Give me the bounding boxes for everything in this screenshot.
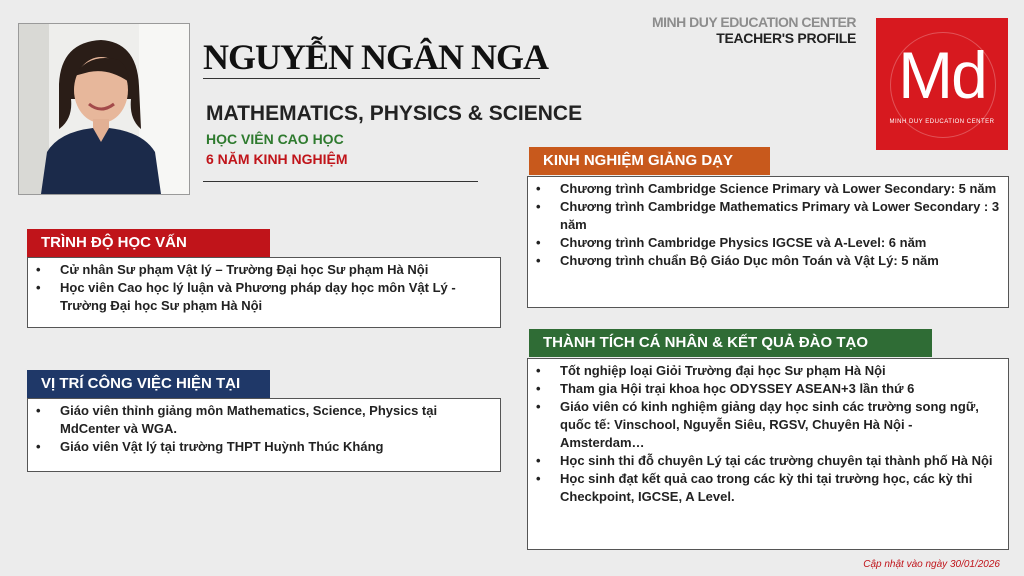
teaching-experience-header: KINH NGHIỆM GIẢNG DẠY [529, 147, 770, 175]
teaching-experience-box [527, 176, 1009, 308]
list-item: • Chương trình Cambridge Science Primary và Lower Secondary: 5 năm [536, 181, 997, 196]
logo-mark: Md [898, 38, 986, 112]
education-item-text: Học viên Cao học lý luận và Phương pháp dạy học môn Vật Lý - Trường Đại học Sư phạm Hà Nội [60, 280, 456, 313]
list-item: • Học sinh đạt kết quả cao trong các kỳ thi tại trường học, các kỳ thi Checkpoint, IGCSE, A Level. [536, 471, 973, 504]
list-item: • Giáo viên Vật lý tại trường THPT Huỳnh Thúc Kháng [36, 439, 384, 454]
list-item: • Chương trình chuẩn Bộ Giáo Dục môn Toán và Vật Lý: 5 năm [536, 253, 939, 268]
list-item: • Cử nhân Sư phạm Vật lý – Trường Đại học Sư phạm Hà Nội [36, 262, 429, 277]
education-list [34, 261, 492, 315]
list-item: • Chương trình Cambridge Physics IGCSE và A-Level: 6 năm [536, 235, 927, 250]
teacher-photo [18, 23, 190, 195]
last-updated-note: Cập nhật vào ngày 30/01/2026 [863, 559, 1000, 570]
name-underline [203, 78, 540, 79]
center-name: MINH DUY EDUCATION CENTER [652, 14, 856, 30]
education-header: TRÌNH ĐỘ HỌC VẤN [27, 229, 270, 257]
position-item-text: Giáo viên thỉnh giảng môn Mathematics, Science, Physics tại MdCenter và WGA. [60, 403, 438, 436]
position-list [34, 402, 492, 456]
achievements-header: THÀNH TÍCH CÁ NHÂN & KẾT QUẢ ĐÀO TẠO [529, 329, 932, 357]
achievement-item-text: Giáo viên có kinh nghiệm giảng dạy học sinh các trường song ngữ, quốc tế: Vinschool, Nguyễn Siêu, RGSV, Chuyên Hà Nội - Amsterdam… [560, 399, 979, 450]
position-item-text: Giáo viên Vật lý tại trường THPT Huỳnh Thúc Kháng [60, 439, 384, 454]
list-item: • Học viên Cao học lý luận và Phương pháp dạy học môn Vật Lý - Trường Đại học Sư phạm Hà Nội [36, 280, 456, 313]
position-header: VỊ TRÍ CÔNG VIỆC HIỆN TẠI [27, 370, 270, 398]
teaching-item-text: Chương trình Cambridge Science Primary và Lower Secondary: 5 năm [560, 181, 997, 196]
achievement-item-text: Tốt nghiệp loại Giỏi Trường đại học Sư phạm Hà Nội [560, 363, 886, 378]
list-item: • Giáo viên thỉnh giảng môn Mathematics, Science, Physics tại MdCenter và WGA. [36, 403, 438, 436]
degree-label: HỌC VIÊN CAO HỌC [206, 131, 344, 147]
list-item: • Tham gia Hội trại khoa học ODYSSEY ASEAN+3 lần thứ 6 [536, 381, 915, 396]
teaching-subjects: MATHEMATICS, PHYSICS & SCIENCE [206, 102, 583, 125]
teaching-item-text: Chương trình Cambridge Mathematics Primary và Lower Secondary : 3 năm [560, 199, 1000, 232]
education-item-text: Cử nhân Sư phạm Vật lý – Trường Đại học Sư phạm Hà Nội [60, 262, 429, 277]
teaching-experience-list [534, 180, 1000, 270]
achievement-item-text: Tham gia Hội trại khoa học ODYSSEY ASEAN+3 lần thứ 6 [560, 381, 915, 396]
list-item: • Tốt nghiệp loại Giỏi Trường đại học Sư phạm Hà Nội [536, 363, 886, 378]
education-box [27, 257, 501, 328]
teacher-portrait-image [19, 24, 189, 194]
achievement-item-text: Học sinh đạt kết quả cao trong các kỳ thi tại trường học, các kỳ thi Checkpoint, IGCSE, A Level. [560, 471, 973, 504]
position-box [27, 398, 501, 472]
experience-label: 6 NĂM KINH NGHIỆM [206, 151, 348, 167]
list-item: • Giáo viên có kinh nghiệm giảng dạy học sinh các trường song ngữ, quốc tế: Vinschool, Nguyễn Siêu, RGSV, Chuyên Hà Nội - Amsterdam… [536, 399, 979, 450]
logo-subtitle: MINH DUY EDUCATION CENTER [889, 119, 995, 125]
md-logo [876, 18, 1008, 150]
teacher-name: NGUYỄN NGÂN NGA [203, 37, 548, 77]
profile-label: TEACHER'S PROFILE [716, 30, 856, 46]
teaching-item-text: Chương trình chuẩn Bộ Giáo Dục môn Toán và Vật Lý: 5 năm [560, 253, 939, 268]
list-item: • Học sinh thi đỗ chuyên Lý tại các trường chuyên tại thành phố Hà Nội [536, 453, 993, 468]
achievements-box [527, 358, 1009, 550]
teaching-item-text: Chương trình Cambridge Physics IGCSE và A-Level: 6 năm [560, 235, 927, 250]
list-item: • Chương trình Cambridge Mathematics Primary và Lower Secondary : 3 năm [536, 199, 1000, 232]
header-divider [203, 181, 478, 182]
achievement-item-text: Học sinh thi đỗ chuyên Lý tại các trường chuyên tại thành phố Hà Nội [560, 453, 993, 468]
achievements-list [534, 362, 1000, 506]
